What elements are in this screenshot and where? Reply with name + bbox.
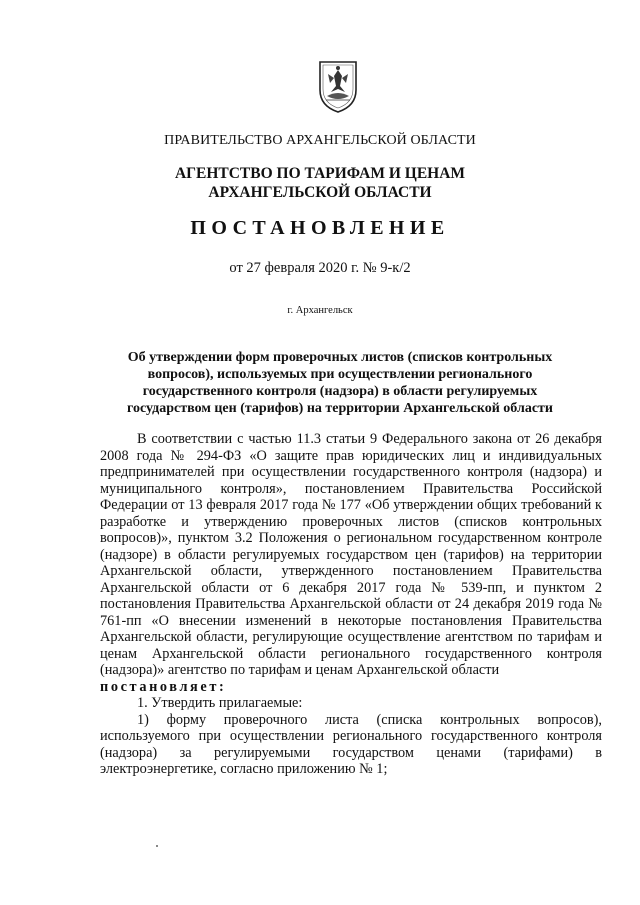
city-name: г. Архангельск (287, 305, 353, 316)
item-1-1-paragraph (100, 712, 602, 778)
preamble-text: В соответствии с частью 11.3 статьи 9 Федерального закона от 26 декабря 2008 года № 294-ФЗ «О защите прав юридических лиц и индивидуальных предпринимателей при осуществлении государственного контроля (надзора) и муниципального контроля», постановлением Правительства Российской Федерации от 13 февраля 2017 года № 177 «Об утверждении общих требований к разработке и утверждению проверочных листов (списков контрольных вопросов)», пунктом 3.2 Положения о региональном государственном контроле (надзоре) в области регулируемых государством цен (тарифов) на территории Архангельской области, утвержденного постановлением Правительства Архангельской области от 6 декабря 2017 года № 539-пп, и пунктом 2 постановления Правительства Архангельской области от 24 декабря 2019 года № 761-пп «О внесении изменений в некоторые постановления Правительства Архангельской области, регулирующие осуществление агентством по тарифам и ценам Архангельской области регионального государственного контроля (надзора)» агентство по тарифам и ценам Архангельской области (100, 431, 602, 678)
government-title: ПРАВИТЕЛЬСТВО АРХАНГЕЛЬСКОЙ ОБЛАСТИ (164, 133, 476, 148)
item-1-text: 1. Утвердить прилагаемые: (137, 695, 303, 711)
scan-speck (156, 845, 158, 847)
coat-of-arms-emblem (316, 56, 360, 114)
resolves-keyword: постановляет: (100, 678, 227, 695)
document-type-heading: ПОСТАНОВЛЕНИЕ (190, 217, 450, 239)
item-1-paragraph (100, 695, 602, 712)
document-body (100, 431, 602, 778)
item-1-1-text: 1) форму проверочного листа (списка контрольных вопросов), используемого при осуществлении регионального государственного контроля (надзора) за регулируемыми государством ценами (тарифами) в электроэнергетике, согласно приложению № 1; (100, 711, 602, 777)
resolves-paragraph (100, 679, 602, 696)
preamble-paragraph (100, 431, 602, 679)
subject-line: вопросов), используемых при осуществлении регионального (147, 367, 533, 382)
agency-title (0, 164, 640, 202)
subject-line: государством цен (тарифов) на территории Архангельской области (127, 401, 553, 416)
agency-title-line2: АРХАНГЕЛЬСКОЙ ОБЛАСТИ (208, 184, 432, 201)
document-subject (100, 349, 580, 417)
subject-line: Об утверждении форм проверочных листов (списков контрольных (127, 350, 553, 365)
agency-title-line1: АГЕНТСТВО ПО ТАРИФАМ И ЦЕНАМ (174, 165, 466, 182)
date-and-number: от 27 февраля 2020 г. № 9-к/2 (229, 260, 411, 276)
subject-line: государственного контроля (надзора) в области регулируемых (142, 384, 538, 399)
